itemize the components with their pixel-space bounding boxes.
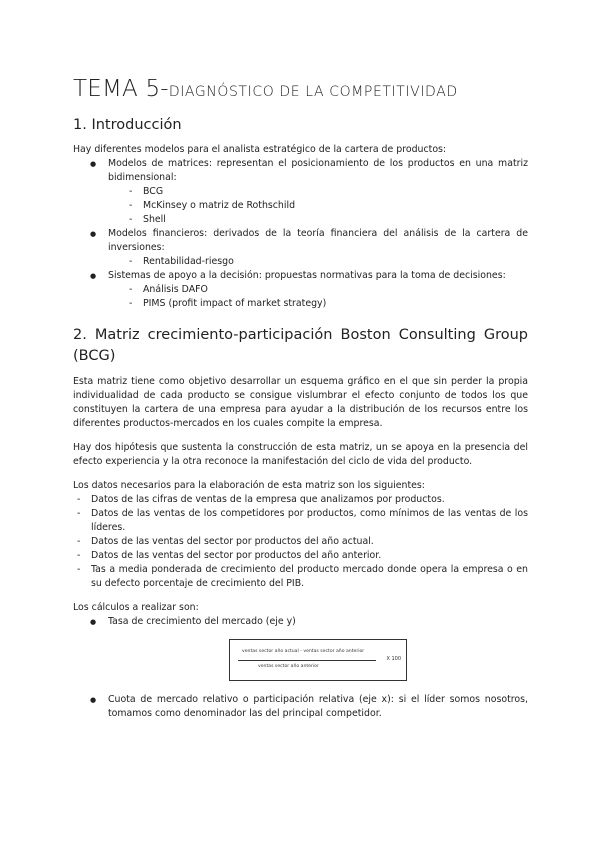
- section-2-paragraph-3: Los datos necesarios para la elaboración de esta matriz son los siguientes:: [73, 480, 425, 491]
- section-1-intro: Hay diferentes modelos para el analista estratégico de la cartera de productos:: [73, 144, 447, 155]
- list-item: [73, 227, 528, 269]
- sub-list: [108, 283, 528, 311]
- data-list: [73, 493, 528, 591]
- sub-list-item: - Shell: [108, 213, 528, 227]
- formula-denominator: ventas sector año anterior: [258, 664, 319, 669]
- formula-fraction-bar: [238, 660, 376, 661]
- sub-list: [108, 255, 528, 269]
- section-2-paragraph-1: Esta matriz tiene como objetivo desarrollar un esquema gráfico en el que sin perder la propia individualidad de cada producto se consigue vislumbrar el efecto conjunto de todos los que constituyen la cartera de una empresa para ayudar a la distribución de los recursos entre los diferentes productos-mercados en los cuales compite la empresa.: [73, 376, 528, 429]
- list-item-text: Modelos financieros: derivados de la teoría financiera del análisis de la cartera de inversiones:: [108, 228, 528, 253]
- data-list-item: - Datos de las ventas del sector por productos del año actual.: [73, 535, 528, 549]
- sub-list-item: - McKinsey o matriz de Rothschild: [108, 199, 528, 213]
- formula-multiplier: X 100: [386, 656, 401, 662]
- calc-list-1: [73, 615, 528, 629]
- section-2-heading: 2. Matriz crecimiento-participación Boston Consulting Group (BCG): [73, 327, 528, 364]
- sub-list-item: - Rentabilidad-riesgo: [108, 255, 528, 269]
- list-item-text: Modelos de matrices: representan el posicionamiento de los productos en una matriz bidimensional:: [108, 158, 528, 183]
- title-sub: DIAGNÓSTICO DE LA COMPETITIVIDAD: [168, 84, 458, 100]
- sub-list: [108, 185, 528, 227]
- calc-item-market-growth: ● Tasa de crecimiento del mercado (eje y): [73, 615, 528, 629]
- list-item-text: Sistemas de apoyo a la decisión: propuestas normativas para la toma de decisiones:: [108, 270, 506, 281]
- calc-list-2: [73, 693, 528, 721]
- calc-item-relative-share: ● Cuota de mercado relativo o participación relativa (eje x): si el líder somos nosotros, tomamos como denominador las del principal competidor.: [73, 693, 528, 721]
- formula-numerator: ventas sector año actual - ventas sector año anterior: [242, 649, 365, 654]
- data-list-item: - Datos de las cifras de ventas de la empresa que analizamos por productos.: [73, 493, 528, 507]
- data-list-item: - Datos de las ventas de los competidores por productos, como mínimos de las ventas de los líderes.: [73, 507, 528, 535]
- sub-list-item: - BCG: [108, 185, 528, 199]
- section-1-heading: 1. Introducción: [73, 117, 182, 133]
- title-main: TEMA 5-: [73, 76, 169, 102]
- page-title: [73, 74, 528, 107]
- list-item: [73, 157, 528, 227]
- data-list-item: - Tas a media ponderada de crecimiento del producto mercado donde opera la empresa o en su defecto porcentaje de crecimiento del PIB.: [73, 563, 528, 591]
- sub-list-item: - Análisis DAFO: [108, 283, 528, 297]
- sub-list-item: - PIMS (profit impact of market strategy): [108, 297, 528, 311]
- data-list-item: - Datos de las ventas del sector por productos del año anterior.: [73, 549, 528, 563]
- growth-rate-formula: [229, 639, 407, 681]
- section-2-paragraph-2: Hay dos hipótesis que sustenta la construcción de esta matriz, un se apoya en la presencia del efecto experiencia y la otra reconoce la manifestación del ciclo de vida del producto.: [73, 442, 528, 467]
- list-item: [73, 269, 528, 311]
- section-2-paragraph-4: Los cálculos a realizar son:: [73, 602, 199, 613]
- model-list: [73, 157, 528, 311]
